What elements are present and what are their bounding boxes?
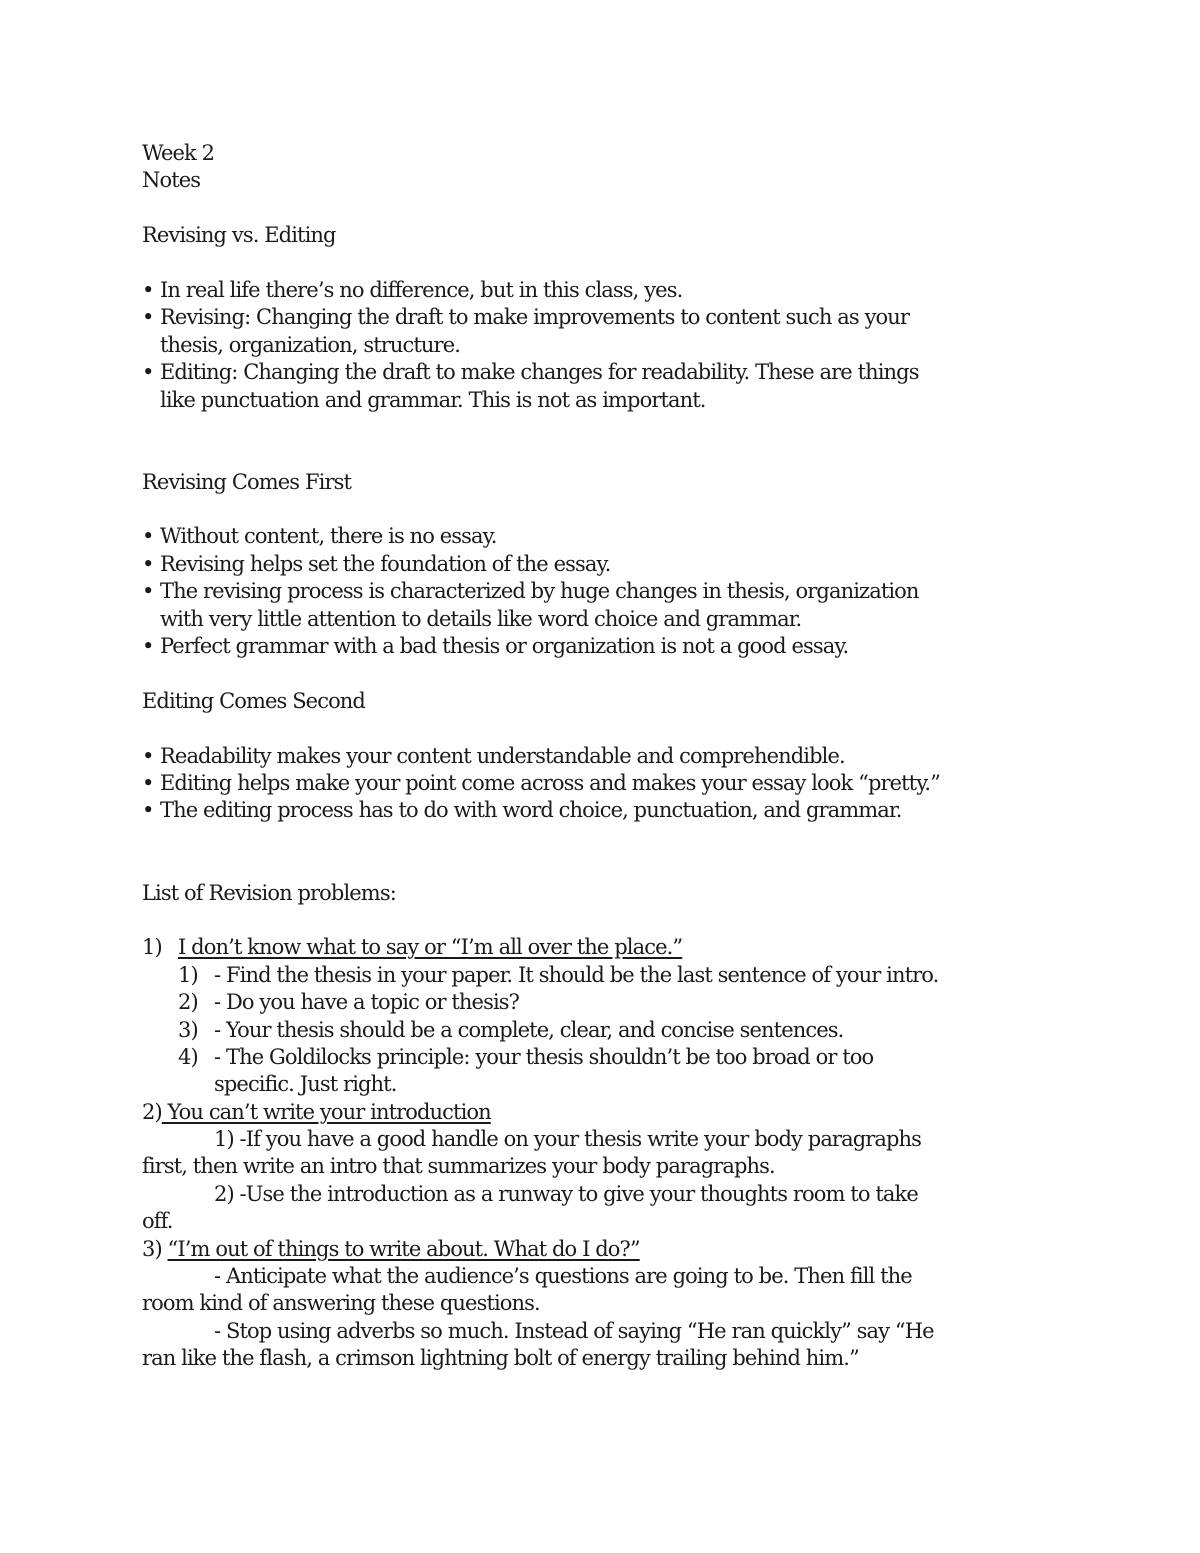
bullet-item-continuation: with very little attention to details like word choice and grammar. <box>160 606 802 631</box>
problem-1-item: 4) - The Goldilocks principle: your thesis shouldn’t be too broad or too <box>142 1044 1072 1071</box>
problem-1-item: 3) - Your thesis should be a complete, clear, and concise sentences. <box>142 1017 1072 1044</box>
notes-label: Notes <box>142 168 201 193</box>
problem-1-item-continuation: specific. Just right. <box>214 1072 397 1097</box>
item-number: 2) <box>178 990 198 1015</box>
bullet-icon: • <box>142 579 154 604</box>
section-heading-revising-comes-first: Revising Comes First <box>142 469 352 494</box>
problem-3-item: - Anticipate what the audience’s questions are going to be. Then fill the <box>214 1264 912 1289</box>
problem-3-heading: 3) “I’m out of things to write about. What do I do?” <box>142 1236 640 1261</box>
section-heading-editing-comes-second: Editing Comes Second <box>142 688 365 713</box>
problem-1-item: 2) - Do you have a topic or thesis? <box>142 989 1072 1016</box>
bullet-item: • In real life there’s no difference, but in this class, yes. <box>142 277 1072 304</box>
problem-number: 3) <box>142 1236 162 1261</box>
bullet-icon: • <box>142 770 154 795</box>
problem-3-item-continuation: ran like the flash, a crimson lightning bolt of energy trailing behind him.” <box>142 1346 859 1371</box>
bullet-icon: • <box>142 798 154 823</box>
bullet-item: • The revising process is characterized by huge changes in thesis, organization <box>142 578 1072 605</box>
bullet-icon: • <box>142 360 154 385</box>
bullet-icon: • <box>142 634 154 659</box>
problem-2-item: 2) -Use the introduction as a runway to give your thoughts room to take <box>214 1181 918 1206</box>
bullet-item: • Without content, there is no essay. <box>142 523 1072 550</box>
bullet-icon: • <box>142 277 154 302</box>
bullet-item-continuation: like punctuation and grammar. This is not as important. <box>160 387 706 412</box>
problem-2-item: 1) -If you have a good handle on your thesis write your body paragraphs <box>214 1127 922 1152</box>
problem-1-item: 1) - Find the thesis in your paper. It should be the last sentence of your intro. <box>142 962 1072 989</box>
bullet-icon: • <box>142 305 154 330</box>
bullet-item: • The editing process has to do with word choice, punctuation, and grammar. <box>142 797 1072 824</box>
problem-2-heading: 2) You can’t write your introduction <box>142 1099 491 1124</box>
bullet-icon: • <box>142 743 154 768</box>
item-number: 1) <box>178 962 198 987</box>
section-heading-revising-vs-editing: Revising vs. Editing <box>142 223 336 248</box>
problem-3-item-continuation: room kind of answering these questions. <box>142 1291 540 1316</box>
problem-3-item: - Stop using adverbs so much. Instead of saying “He ran quickly” say “He <box>214 1318 934 1343</box>
problem-number: 2) <box>142 1099 162 1124</box>
week-label: Week 2 <box>142 141 215 165</box>
bullet-item: • Readability makes your content understandable and comprehendible. <box>142 743 1072 770</box>
problem-2-item-continuation: off. <box>142 1209 173 1234</box>
bullet-item: • Revising helps set the foundation of the essay. <box>142 551 1072 578</box>
bullet-list-revising-comes-first <box>142 523 1072 660</box>
problem-number: 1) <box>142 935 162 960</box>
bullet-list-revising-vs-editing <box>142 277 1072 414</box>
bullet-item: • Editing helps make your point come across and makes your essay look “pretty.” <box>142 770 1072 797</box>
bullet-item-continuation: thesis, organization, structure. <box>160 332 461 357</box>
bullet-icon: • <box>142 524 154 549</box>
problem-1-heading: 1) I don’t know what to say or “I’m all over the place.” <box>142 934 1072 961</box>
bullet-list-editing-comes-second <box>142 743 1072 825</box>
bullet-item: • Editing: Changing the draft to make changes for readability. These are things <box>142 359 1072 386</box>
document-page <box>142 140 1072 1373</box>
section-heading-revision-problems: List of Revision problems: <box>142 880 396 905</box>
bullet-item: • Revising: Changing the draft to make improvements to content such as your <box>142 304 1072 331</box>
item-number: 3) <box>178 1017 198 1042</box>
bullet-icon: • <box>142 551 154 576</box>
problem-2-item-continuation: first, then write an intro that summarizes your body paragraphs. <box>142 1154 775 1179</box>
item-number: 4) <box>178 1044 198 1069</box>
bullet-item: • Perfect grammar with a bad thesis or organization is not a good essay. <box>142 633 1072 660</box>
